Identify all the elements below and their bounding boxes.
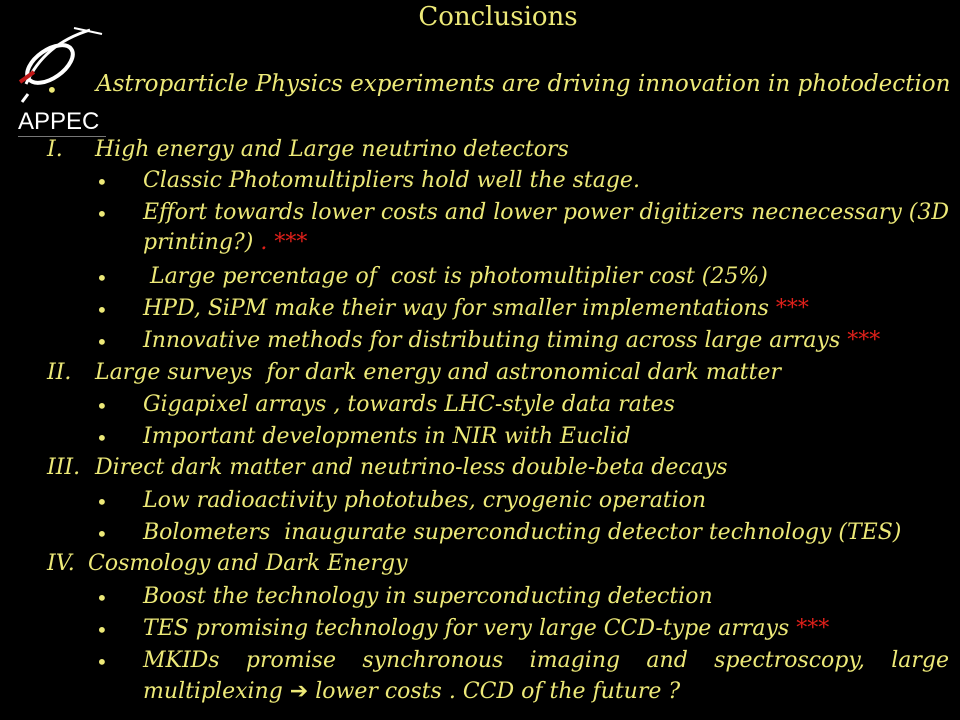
bullet-icon: • [96, 586, 108, 610]
arrow-right-icon: ➔ [289, 679, 309, 704]
list-item: MKIDs promise synchronous imaging and spectroscopy, large [143, 648, 949, 673]
logo-text: APPEC [18, 108, 100, 135]
bullet-icon: • [96, 266, 108, 290]
list-item: Boost the technology in superconducting detection [143, 584, 713, 609]
bullet-icon: • [96, 170, 108, 194]
dot-marker: . [260, 230, 268, 255]
list-item: Effort towards lower costs and lower power digitizers necnecessary (3D [143, 200, 949, 225]
section-numeral: I. [47, 137, 63, 162]
bullet-icon: • [96, 490, 108, 514]
intro-bullet: • [46, 78, 58, 102]
section-numeral: IV. [47, 551, 75, 576]
item-text: HPD, SiPM make their way for smaller implementations [143, 296, 769, 321]
bullet-icon: • [96, 618, 108, 642]
section-numeral: III. [47, 455, 81, 480]
stars-marker: *** [274, 230, 308, 255]
list-item: Classic Photomultipliers hold well the stage. [143, 168, 640, 193]
list-item [143, 296, 809, 321]
list-item: Gigapixel arrays , towards LHC-style data rates [143, 392, 675, 417]
section-heading: Large surveys for dark energy and astronomical dark matter [95, 360, 782, 385]
section-heading: Cosmology and Dark Energy [88, 551, 408, 576]
stars-marker: *** [775, 296, 809, 321]
section-numeral: II. [47, 360, 72, 385]
section-heading: Direct dark matter and neutrino-less double-beta decays [95, 455, 728, 480]
intro-line: Astroparticle Physics experiments are driving innovation in photodection [96, 71, 951, 97]
bullet-icon: • [96, 330, 108, 354]
section-heading: High energy and Large neutrino detectors [95, 137, 569, 162]
stars-marker: *** [796, 616, 830, 641]
list-item: Important developments in NIR with Euclid [143, 424, 631, 449]
list-item: Bolometers inaugurate superconducting detector technology (TES) [143, 520, 902, 545]
list-item [143, 328, 880, 353]
bullet-icon: • [96, 394, 108, 418]
bullet-icon: • [96, 202, 108, 226]
list-item: Low radioactivity phototubes, cryogenic operation [143, 488, 707, 513]
list-item [143, 616, 829, 641]
continuation-prefix: multiplexing [143, 679, 283, 704]
list-item-continuation [143, 679, 680, 704]
item-text: TES promising technology for very large CCD-type arrays [143, 616, 790, 641]
stars-marker: *** [847, 328, 881, 353]
item-text: Innovative methods for distributing timing across large arrays [143, 328, 841, 353]
bullet-icon: • [96, 522, 108, 546]
slide-title: Conclusions [418, 2, 578, 32]
continuation-text: lower costs . CCD of the future ? [315, 679, 681, 704]
list-item: Large percentage of cost is photomultiplier cost (25%) [143, 264, 768, 289]
bullet-icon: • [96, 426, 108, 450]
list-item-continuation [143, 230, 307, 255]
bullet-icon: • [96, 298, 108, 322]
bullet-icon: • [96, 650, 108, 674]
continuation-text: printing?) [143, 230, 254, 255]
